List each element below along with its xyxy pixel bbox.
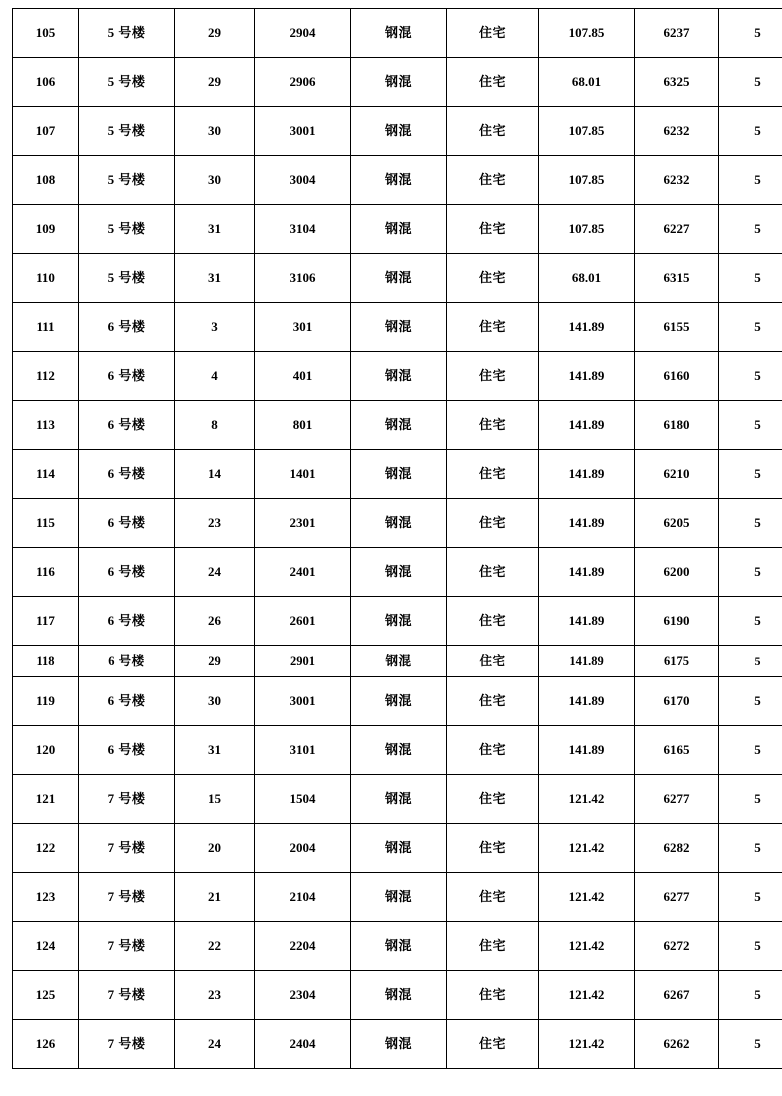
cell-building: 6 号楼 bbox=[79, 499, 175, 548]
cell-unit-price: 6232 bbox=[635, 156, 719, 205]
cell-structure: 钢混 bbox=[351, 548, 447, 597]
cell-area: 141.89 bbox=[539, 499, 635, 548]
cell-structure: 钢混 bbox=[351, 401, 447, 450]
cell-area: 121.42 bbox=[539, 971, 635, 1020]
cell-structure: 钢混 bbox=[351, 922, 447, 971]
cell-usage: 住宅 bbox=[447, 499, 539, 548]
cell-serial-number: 116 bbox=[13, 548, 79, 597]
cell-area: 107.85 bbox=[539, 9, 635, 58]
cell-unit-price: 6267 bbox=[635, 971, 719, 1020]
cell-floor: 30 bbox=[175, 677, 255, 726]
table-row bbox=[13, 1020, 782, 1069]
cell-room-number: 301 bbox=[255, 303, 351, 352]
cell-usage: 住宅 bbox=[447, 205, 539, 254]
cell-room-number: 3004 bbox=[255, 156, 351, 205]
cell-usage: 住宅 bbox=[447, 548, 539, 597]
cell-floor: 23 bbox=[175, 499, 255, 548]
cell-unit-price: 6210 bbox=[635, 450, 719, 499]
cell-structure: 钢混 bbox=[351, 107, 447, 156]
table-row bbox=[13, 254, 782, 303]
cell-building: 6 号楼 bbox=[79, 352, 175, 401]
cell-coefficient: 5 bbox=[719, 499, 782, 548]
cell-serial-number: 122 bbox=[13, 824, 79, 873]
cell-structure: 钢混 bbox=[351, 303, 447, 352]
cell-area: 107.85 bbox=[539, 107, 635, 156]
table-row bbox=[13, 9, 782, 58]
cell-coefficient: 5 bbox=[719, 9, 782, 58]
cell-room-number: 3001 bbox=[255, 107, 351, 156]
cell-serial-number: 118 bbox=[13, 646, 79, 677]
cell-coefficient: 5 bbox=[719, 352, 782, 401]
table-row bbox=[13, 156, 782, 205]
table-row bbox=[13, 205, 782, 254]
cell-floor: 29 bbox=[175, 646, 255, 677]
cell-room-number: 1504 bbox=[255, 775, 351, 824]
cell-building: 5 号楼 bbox=[79, 58, 175, 107]
cell-serial-number: 123 bbox=[13, 873, 79, 922]
cell-building: 6 号楼 bbox=[79, 548, 175, 597]
cell-serial-number: 126 bbox=[13, 1020, 79, 1069]
table-row bbox=[13, 58, 782, 107]
cell-area: 141.89 bbox=[539, 646, 635, 677]
cell-unit-price: 6277 bbox=[635, 873, 719, 922]
cell-unit-price: 6232 bbox=[635, 107, 719, 156]
cell-room-number: 2601 bbox=[255, 597, 351, 646]
cell-floor: 24 bbox=[175, 548, 255, 597]
cell-coefficient: 5 bbox=[719, 303, 782, 352]
cell-room-number: 3001 bbox=[255, 677, 351, 726]
cell-serial-number: 105 bbox=[13, 9, 79, 58]
cell-serial-number: 113 bbox=[13, 401, 79, 450]
cell-structure: 钢混 bbox=[351, 1020, 447, 1069]
cell-unit-price: 6200 bbox=[635, 548, 719, 597]
cell-usage: 住宅 bbox=[447, 58, 539, 107]
cell-usage: 住宅 bbox=[447, 646, 539, 677]
table-row bbox=[13, 303, 782, 352]
cell-building: 7 号楼 bbox=[79, 873, 175, 922]
cell-usage: 住宅 bbox=[447, 677, 539, 726]
table-row bbox=[13, 971, 782, 1020]
cell-structure: 钢混 bbox=[351, 499, 447, 548]
cell-coefficient: 5 bbox=[719, 824, 782, 873]
table-row bbox=[13, 726, 782, 775]
cell-area: 121.42 bbox=[539, 1020, 635, 1069]
cell-floor: 29 bbox=[175, 9, 255, 58]
cell-floor: 30 bbox=[175, 107, 255, 156]
cell-building: 5 号楼 bbox=[79, 107, 175, 156]
cell-usage: 住宅 bbox=[447, 352, 539, 401]
cell-area: 141.89 bbox=[539, 548, 635, 597]
cell-coefficient: 5 bbox=[719, 254, 782, 303]
cell-floor: 21 bbox=[175, 873, 255, 922]
table-row bbox=[13, 922, 782, 971]
cell-area: 141.89 bbox=[539, 352, 635, 401]
cell-area: 141.89 bbox=[539, 303, 635, 352]
cell-coefficient: 5 bbox=[719, 646, 782, 677]
cell-coefficient: 5 bbox=[719, 548, 782, 597]
cell-area: 121.42 bbox=[539, 873, 635, 922]
cell-coefficient: 5 bbox=[719, 677, 782, 726]
table-row bbox=[13, 107, 782, 156]
cell-floor: 23 bbox=[175, 971, 255, 1020]
cell-unit-price: 6325 bbox=[635, 58, 719, 107]
cell-coefficient: 5 bbox=[719, 726, 782, 775]
cell-structure: 钢混 bbox=[351, 971, 447, 1020]
cell-structure: 钢混 bbox=[351, 205, 447, 254]
cell-structure: 钢混 bbox=[351, 9, 447, 58]
cell-floor: 31 bbox=[175, 254, 255, 303]
cell-coefficient: 5 bbox=[719, 1020, 782, 1069]
cell-structure: 钢混 bbox=[351, 775, 447, 824]
cell-coefficient: 5 bbox=[719, 450, 782, 499]
cell-usage: 住宅 bbox=[447, 922, 539, 971]
cell-structure: 钢混 bbox=[351, 597, 447, 646]
cell-usage: 住宅 bbox=[447, 156, 539, 205]
cell-coefficient: 5 bbox=[719, 58, 782, 107]
cell-floor: 29 bbox=[175, 58, 255, 107]
cell-area: 121.42 bbox=[539, 824, 635, 873]
cell-building: 6 号楼 bbox=[79, 677, 175, 726]
cell-coefficient: 5 bbox=[719, 156, 782, 205]
cell-room-number: 401 bbox=[255, 352, 351, 401]
cell-serial-number: 125 bbox=[13, 971, 79, 1020]
cell-unit-price: 6165 bbox=[635, 726, 719, 775]
table-row bbox=[13, 597, 782, 646]
cell-building: 7 号楼 bbox=[79, 971, 175, 1020]
cell-serial-number: 109 bbox=[13, 205, 79, 254]
cell-unit-price: 6282 bbox=[635, 824, 719, 873]
cell-unit-price: 6205 bbox=[635, 499, 719, 548]
cell-structure: 钢混 bbox=[351, 156, 447, 205]
cell-room-number: 3101 bbox=[255, 726, 351, 775]
cell-usage: 住宅 bbox=[447, 1020, 539, 1069]
cell-building: 6 号楼 bbox=[79, 303, 175, 352]
cell-coefficient: 5 bbox=[719, 205, 782, 254]
cell-coefficient: 5 bbox=[719, 597, 782, 646]
cell-unit-price: 6180 bbox=[635, 401, 719, 450]
cell-area: 141.89 bbox=[539, 726, 635, 775]
cell-building: 5 号楼 bbox=[79, 156, 175, 205]
cell-floor: 31 bbox=[175, 726, 255, 775]
cell-room-number: 3106 bbox=[255, 254, 351, 303]
cell-building: 7 号楼 bbox=[79, 775, 175, 824]
table-row bbox=[13, 499, 782, 548]
table-row bbox=[13, 401, 782, 450]
cell-unit-price: 6170 bbox=[635, 677, 719, 726]
cell-serial-number: 121 bbox=[13, 775, 79, 824]
cell-serial-number: 106 bbox=[13, 58, 79, 107]
cell-serial-number: 107 bbox=[13, 107, 79, 156]
cell-floor: 14 bbox=[175, 450, 255, 499]
cell-room-number: 2301 bbox=[255, 499, 351, 548]
cell-room-number: 2901 bbox=[255, 646, 351, 677]
cell-building: 7 号楼 bbox=[79, 824, 175, 873]
cell-unit-price: 6237 bbox=[635, 9, 719, 58]
cell-coefficient: 5 bbox=[719, 971, 782, 1020]
table-row bbox=[13, 873, 782, 922]
cell-room-number: 2104 bbox=[255, 873, 351, 922]
cell-area: 121.42 bbox=[539, 922, 635, 971]
cell-floor: 4 bbox=[175, 352, 255, 401]
cell-usage: 住宅 bbox=[447, 971, 539, 1020]
cell-unit-price: 6175 bbox=[635, 646, 719, 677]
cell-unit-price: 6155 bbox=[635, 303, 719, 352]
cell-room-number: 2404 bbox=[255, 1020, 351, 1069]
cell-area: 121.42 bbox=[539, 775, 635, 824]
cell-floor: 3 bbox=[175, 303, 255, 352]
cell-floor: 20 bbox=[175, 824, 255, 873]
cell-coefficient: 5 bbox=[719, 107, 782, 156]
cell-building: 6 号楼 bbox=[79, 726, 175, 775]
cell-structure: 钢混 bbox=[351, 677, 447, 726]
cell-room-number: 2904 bbox=[255, 9, 351, 58]
cell-usage: 住宅 bbox=[447, 254, 539, 303]
cell-usage: 住宅 bbox=[447, 726, 539, 775]
property-listing-table bbox=[12, 8, 782, 1069]
cell-floor: 26 bbox=[175, 597, 255, 646]
cell-area: 141.89 bbox=[539, 401, 635, 450]
cell-usage: 住宅 bbox=[447, 450, 539, 499]
cell-area: 107.85 bbox=[539, 205, 635, 254]
cell-building: 6 号楼 bbox=[79, 597, 175, 646]
cell-building: 6 号楼 bbox=[79, 646, 175, 677]
cell-floor: 31 bbox=[175, 205, 255, 254]
cell-structure: 钢混 bbox=[351, 873, 447, 922]
cell-unit-price: 6262 bbox=[635, 1020, 719, 1069]
cell-building: 5 号楼 bbox=[79, 254, 175, 303]
cell-room-number: 2204 bbox=[255, 922, 351, 971]
cell-room-number: 2304 bbox=[255, 971, 351, 1020]
cell-serial-number: 111 bbox=[13, 303, 79, 352]
cell-floor: 30 bbox=[175, 156, 255, 205]
cell-serial-number: 114 bbox=[13, 450, 79, 499]
cell-area: 141.89 bbox=[539, 677, 635, 726]
cell-structure: 钢混 bbox=[351, 646, 447, 677]
cell-room-number: 2906 bbox=[255, 58, 351, 107]
table-row bbox=[13, 677, 782, 726]
cell-unit-price: 6277 bbox=[635, 775, 719, 824]
table-row bbox=[13, 775, 782, 824]
cell-coefficient: 5 bbox=[719, 922, 782, 971]
cell-serial-number: 115 bbox=[13, 499, 79, 548]
cell-usage: 住宅 bbox=[447, 775, 539, 824]
cell-unit-price: 6160 bbox=[635, 352, 719, 401]
cell-room-number: 3104 bbox=[255, 205, 351, 254]
table-row bbox=[13, 646, 782, 677]
cell-building: 5 号楼 bbox=[79, 9, 175, 58]
cell-usage: 住宅 bbox=[447, 303, 539, 352]
cell-serial-number: 108 bbox=[13, 156, 79, 205]
cell-serial-number: 112 bbox=[13, 352, 79, 401]
cell-structure: 钢混 bbox=[351, 450, 447, 499]
table-row bbox=[13, 548, 782, 597]
cell-building: 5 号楼 bbox=[79, 205, 175, 254]
cell-unit-price: 6272 bbox=[635, 922, 719, 971]
cell-structure: 钢混 bbox=[351, 254, 447, 303]
cell-structure: 钢混 bbox=[351, 352, 447, 401]
table-row bbox=[13, 824, 782, 873]
cell-serial-number: 119 bbox=[13, 677, 79, 726]
cell-room-number: 801 bbox=[255, 401, 351, 450]
cell-unit-price: 6315 bbox=[635, 254, 719, 303]
cell-serial-number: 110 bbox=[13, 254, 79, 303]
cell-serial-number: 120 bbox=[13, 726, 79, 775]
cell-building: 7 号楼 bbox=[79, 922, 175, 971]
cell-building: 6 号楼 bbox=[79, 450, 175, 499]
cell-serial-number: 124 bbox=[13, 922, 79, 971]
cell-floor: 22 bbox=[175, 922, 255, 971]
cell-area: 68.01 bbox=[539, 58, 635, 107]
cell-area: 141.89 bbox=[539, 597, 635, 646]
cell-building: 7 号楼 bbox=[79, 1020, 175, 1069]
cell-usage: 住宅 bbox=[447, 107, 539, 156]
cell-usage: 住宅 bbox=[447, 9, 539, 58]
cell-floor: 24 bbox=[175, 1020, 255, 1069]
cell-structure: 钢混 bbox=[351, 824, 447, 873]
cell-coefficient: 5 bbox=[719, 775, 782, 824]
cell-serial-number: 117 bbox=[13, 597, 79, 646]
cell-unit-price: 6227 bbox=[635, 205, 719, 254]
cell-floor: 8 bbox=[175, 401, 255, 450]
table-body bbox=[13, 9, 782, 1069]
cell-usage: 住宅 bbox=[447, 824, 539, 873]
cell-floor: 15 bbox=[175, 775, 255, 824]
cell-coefficient: 5 bbox=[719, 401, 782, 450]
cell-usage: 住宅 bbox=[447, 873, 539, 922]
table-row bbox=[13, 352, 782, 401]
cell-usage: 住宅 bbox=[447, 401, 539, 450]
cell-usage: 住宅 bbox=[447, 597, 539, 646]
cell-area: 141.89 bbox=[539, 450, 635, 499]
table-row bbox=[13, 450, 782, 499]
cell-room-number: 1401 bbox=[255, 450, 351, 499]
cell-structure: 钢混 bbox=[351, 58, 447, 107]
cell-room-number: 2401 bbox=[255, 548, 351, 597]
cell-building: 6 号楼 bbox=[79, 401, 175, 450]
cell-unit-price: 6190 bbox=[635, 597, 719, 646]
cell-coefficient: 5 bbox=[719, 873, 782, 922]
cell-room-number: 2004 bbox=[255, 824, 351, 873]
cell-area: 107.85 bbox=[539, 156, 635, 205]
cell-structure: 钢混 bbox=[351, 726, 447, 775]
cell-area: 68.01 bbox=[539, 254, 635, 303]
